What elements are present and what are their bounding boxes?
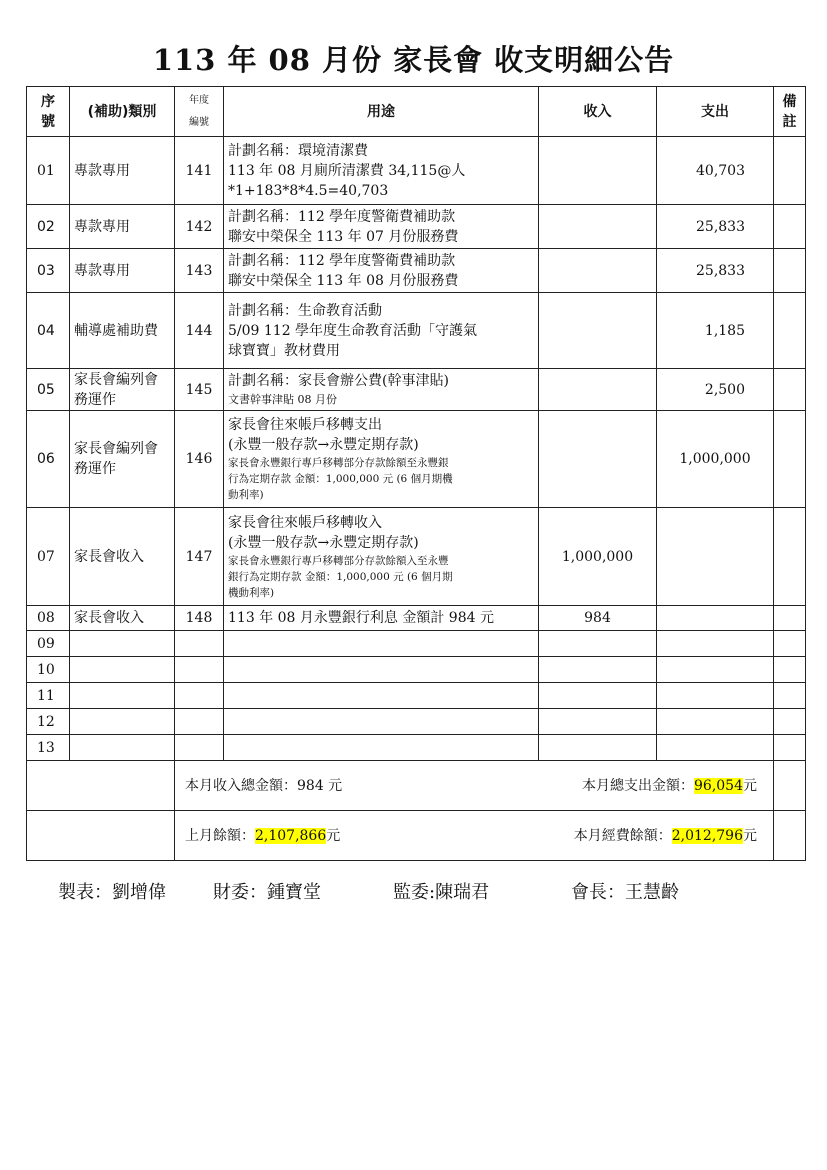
row-expense [657, 735, 774, 761]
table-row [27, 369, 806, 411]
page-title: 113 年 08 月份 家長會 收支明細公告 [152, 43, 675, 77]
row-expense [657, 709, 774, 735]
row-code: 146 [175, 411, 224, 508]
signature-president: 會長：王慧齡 [571, 882, 679, 903]
usage-line: (永豐一般存款→永豐定期存款) [228, 437, 419, 453]
row-seq: 07 [27, 508, 70, 606]
row-seq: 09 [27, 631, 70, 657]
row-code: 147 [175, 508, 224, 606]
table-row [27, 631, 806, 657]
row-remark [774, 205, 806, 249]
row-category: 家長會收入 [70, 606, 175, 631]
row-category [70, 735, 175, 761]
usage-line: (永豐一般存款→永豐定期存款) [228, 534, 419, 551]
signature-maker: 製表：劉增偉 [58, 882, 166, 903]
usage-line: 家長會往來帳戶移轉支出 [228, 417, 382, 433]
row-income [539, 683, 657, 709]
row-seq: 03 [27, 249, 70, 293]
table-row [27, 735, 806, 761]
row-category: 專款專用 [70, 137, 175, 205]
table-row [27, 508, 806, 606]
row-usage [224, 508, 539, 606]
usage-line: 計劃名稱：112 學年度警衛費補助款 [228, 252, 456, 269]
row-category: 輔導處補助費 [70, 293, 175, 369]
usage-line: 聯安中榮保全 113 年 08 月份服務費 [228, 272, 459, 289]
usage-line: 計劃名稱：環境清潔費 [228, 142, 368, 159]
usage-line: 球寶寶」教材費用 [228, 342, 340, 359]
row-remark [774, 606, 806, 631]
row-code [175, 631, 224, 657]
usage-line: 行為定期存款 金額：1,000,000 元 (6 個月期機 [228, 473, 453, 485]
row-seq: 06 [27, 411, 70, 508]
row-usage [224, 657, 539, 683]
row-income [539, 369, 657, 411]
row-seq: 05 [27, 369, 70, 411]
row-income [539, 205, 657, 249]
row-code: 144 [175, 293, 224, 369]
row-code: 145 [175, 369, 224, 411]
row-expense: 25,833 [657, 249, 774, 293]
row-code: 143 [175, 249, 224, 293]
header-remark: 備 註 [774, 87, 806, 137]
header-seq: 序 號 [27, 87, 70, 137]
usage-line: 113 年 08 月永豐銀行利息 金額計 984 元 [228, 610, 494, 626]
header-income: 收入 [539, 87, 657, 137]
row-code [175, 683, 224, 709]
table-row [27, 137, 806, 205]
row-category [70, 683, 175, 709]
row-usage [224, 249, 539, 293]
usage-line: 文書幹事津貼 08 月份 [228, 393, 337, 406]
row-income [539, 411, 657, 508]
row-expense [657, 683, 774, 709]
row-expense [657, 657, 774, 683]
row-seq: 04 [27, 293, 70, 369]
row-seq: 01 [27, 137, 70, 205]
row-income [539, 657, 657, 683]
row-seq: 10 [27, 657, 70, 683]
row-category: 專款專用 [70, 205, 175, 249]
row-code: 141 [175, 137, 224, 205]
row-usage [224, 606, 539, 631]
row-category [70, 657, 175, 683]
row-code [175, 709, 224, 735]
row-income [539, 631, 657, 657]
usage-line: 家長會往來帳戶移轉收入 [228, 514, 382, 531]
header-category: (補助)類別 [70, 87, 175, 137]
row-remark [774, 249, 806, 293]
row-code [175, 735, 224, 761]
table-row [27, 411, 806, 508]
row-usage [224, 735, 539, 761]
row-expense: 2,500 [657, 369, 774, 411]
header-year-code: 年度 編號 [175, 87, 224, 137]
row-category: 專款專用 [70, 249, 175, 293]
row-remark [774, 293, 806, 369]
current-balance: 本月經費餘額：2,012,796元 [573, 827, 757, 844]
signature-line [58, 878, 679, 904]
row-category [70, 709, 175, 735]
row-income [539, 249, 657, 293]
header-usage: 用途 [224, 87, 539, 137]
table-header-row [27, 87, 806, 137]
usage-line: 機動利率) [228, 586, 275, 599]
row-remark [774, 369, 806, 411]
table-row [27, 709, 806, 735]
usage-line: 5/09 112 學年度生命教育活動「守護氣 [228, 322, 478, 339]
row-usage [224, 631, 539, 657]
row-remark [774, 411, 806, 508]
row-expense: 1,185 [657, 293, 774, 369]
table-row [27, 205, 806, 249]
row-usage [224, 137, 539, 205]
row-usage [224, 293, 539, 369]
usage-line: 家長會永豐銀行專戶移轉部分存款餘額入至永豐 [228, 554, 449, 567]
row-remark [774, 508, 806, 606]
row-remark [774, 657, 806, 683]
row-expense [657, 508, 774, 606]
previous-balance: 上月餘額：2,107,866元 [185, 827, 341, 844]
row-seq: 12 [27, 709, 70, 735]
row-expense: 40,703 [657, 137, 774, 205]
usage-line: 計劃名稱：家長會辦公費(幹事津貼) [228, 373, 449, 389]
month-expense-total: 本月總支出金額：96,054元 [582, 777, 757, 794]
row-code [175, 657, 224, 683]
row-seq: 08 [27, 606, 70, 631]
row-usage [224, 205, 539, 249]
usage-line: 聯安中榮保全 113 年 07 月份服務費 [228, 228, 459, 245]
header-expense: 支出 [657, 87, 774, 137]
table-row [27, 683, 806, 709]
usage-line: *1+183*8*4.5=40,703 [228, 182, 389, 199]
row-remark [774, 631, 806, 657]
summary-row-current [27, 761, 806, 811]
row-remark [774, 735, 806, 761]
usage-line: 銀行為定期存款 金額：1,000,000 元 (6 個月期 [228, 570, 453, 583]
row-usage [224, 369, 539, 411]
row-expense [657, 631, 774, 657]
row-usage [224, 411, 539, 508]
row-category: 家長會編列會務運作 [70, 411, 175, 508]
row-remark [774, 709, 806, 735]
row-income [539, 293, 657, 369]
table-row [27, 657, 806, 683]
row-income [539, 735, 657, 761]
signature-treasurer: 財委：鍾寶堂 [213, 882, 321, 903]
row-remark [774, 683, 806, 709]
row-income [539, 709, 657, 735]
row-remark [774, 137, 806, 205]
row-seq: 13 [27, 735, 70, 761]
usage-line: 計劃名稱：生命教育活動 [228, 302, 382, 319]
row-seq: 02 [27, 205, 70, 249]
row-seq: 11 [27, 683, 70, 709]
table-row [27, 606, 806, 631]
row-category [70, 631, 175, 657]
row-income: 1,000,000 [539, 508, 657, 606]
row-category: 家長會編列會務運作 [70, 369, 175, 411]
table-row [27, 249, 806, 293]
row-code: 142 [175, 205, 224, 249]
row-category: 家長會收入 [70, 508, 175, 606]
usage-line: 計劃名稱：112 學年度警衛費補助款 [228, 208, 456, 225]
signature-supervisor: 監委:陳瑞君 [393, 882, 490, 903]
row-expense [657, 606, 774, 631]
ledger-table [26, 86, 806, 861]
row-income: 984 [539, 606, 657, 631]
usage-line: 家長會永豐銀行專戶移轉部分存款餘額至永豐銀 [228, 457, 449, 469]
row-expense: 25,833 [657, 205, 774, 249]
summary-row-balance [27, 811, 806, 861]
usage-line: 113 年 08 月廁所清潔費 34,115@人 [228, 162, 466, 179]
table-row [27, 293, 806, 369]
row-code: 148 [175, 606, 224, 631]
row-usage [224, 683, 539, 709]
usage-line: 動利率) [228, 489, 264, 501]
row-expense: 1,000,000 [657, 411, 774, 508]
row-usage [224, 709, 539, 735]
row-income [539, 137, 657, 205]
month-income-total: 本月收入總金額：984 元 [185, 777, 343, 794]
